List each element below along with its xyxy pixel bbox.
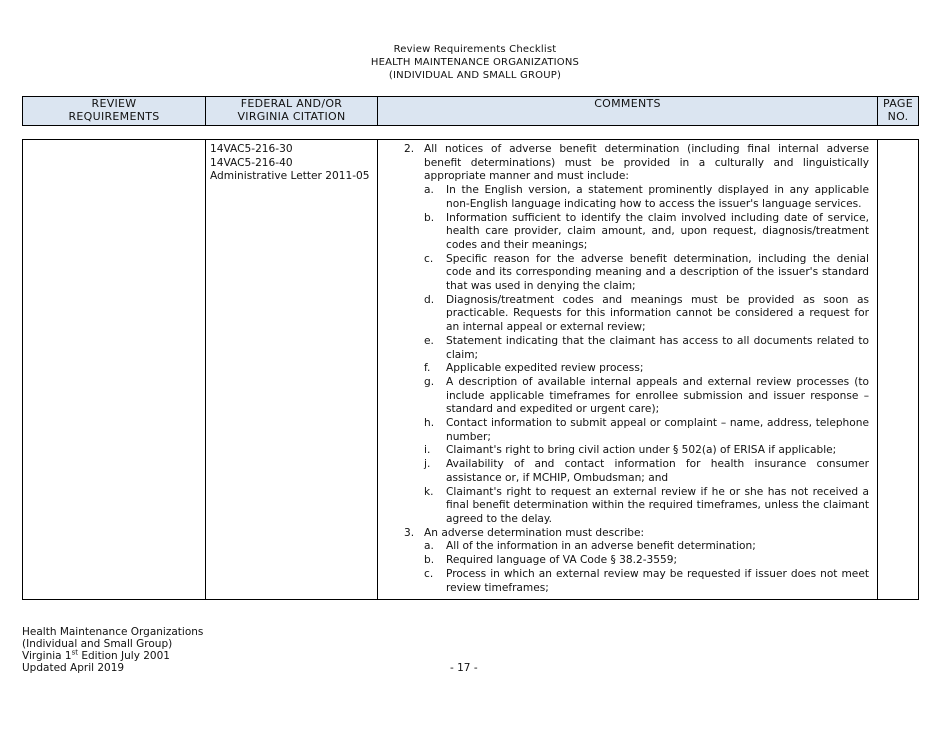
citation-cell	[206, 140, 378, 600]
org-type-title: HEALTH MAINTENANCE ORGANIZATIONS	[370, 57, 580, 68]
item-text: All notices of adverse benefit determination (including final internal adverse benefit determinations) must be provided in a culturally and linguistically appropriate manner and must include:	[424, 143, 869, 183]
list-item	[382, 527, 873, 596]
table-row	[23, 140, 919, 600]
sub-list-item	[424, 253, 869, 294]
sub-item-text: Specific reason for the adverse benefit determination, including the denial code and its corresponding meaning and a description of the issuer's standard that was used in denying the claim;	[446, 252, 869, 293]
group-subtitle: (INDIVIDUAL AND SMALL GROUP)	[388, 70, 562, 81]
sub-list-item	[424, 540, 869, 554]
sub-list-item	[424, 376, 869, 417]
sub-item-letter: i.	[424, 444, 431, 457]
item-text: An adverse determination must describe:	[424, 526, 645, 539]
header-page-no: PAGE NO.	[878, 97, 919, 126]
checklist-table	[22, 139, 919, 600]
footer-line: (Individual and Small Group)	[22, 638, 173, 650]
sub-item-text: Information sufficient to identify the claim involved including date of service, health care provider, claim amount, and, upon request, diagnosis/treatment codes and their meanings;	[446, 211, 869, 251]
header-citation: FEDERAL AND/OR VIRGINIA CITATION	[206, 97, 378, 126]
sub-item-letter: b.	[424, 211, 435, 224]
sub-list-item	[424, 486, 869, 527]
sub-item-text: In the English version, a statement prominently displayed in any applicable non-English language indicating how to access the issuer's language services.	[446, 184, 869, 210]
sub-item-letter: k.	[424, 485, 434, 498]
page-footer	[22, 626, 203, 674]
column-header-table	[22, 96, 919, 126]
sub-list-item	[424, 568, 869, 595]
list-item	[382, 143, 873, 527]
sub-item-letter: b.	[424, 554, 435, 567]
comments-cell	[378, 140, 878, 600]
sub-item-letter: d.	[424, 293, 435, 306]
sub-item-letter: a.	[424, 540, 434, 553]
sub-list-item	[424, 212, 869, 253]
citation: 14VAC5-216-40	[210, 156, 293, 169]
sub-list-item	[424, 184, 869, 211]
sub-item-text: Diagnosis/treatment codes and meanings must be provided as soon as practicable. Requests for this information cannot be considered a request for an internal appeal or external review;	[446, 293, 869, 334]
sub-item-letter: g.	[424, 375, 435, 388]
sub-list-item	[424, 294, 869, 335]
footer-edition: Virginia 1st Edition July 2001	[22, 648, 170, 662]
sub-item-text: Claimant's right to bring civil action under § 502(a) of ERISA if applicable;	[446, 444, 837, 457]
sub-list-item	[424, 458, 869, 485]
sub-item-letter: f.	[424, 362, 431, 375]
document-header	[0, 43, 950, 82]
item-number: 2.	[404, 143, 415, 155]
sub-item-text: A description of available internal appeals and external review processes (to include applicable timeframes for enrollee submission and issuer response – standard and expedited or urgent care);	[446, 375, 869, 416]
sub-list-item	[424, 417, 869, 444]
header-review-requirements: REVIEW REQUIREMENTS	[23, 97, 206, 126]
sub-item-letter: a.	[424, 184, 434, 197]
sub-item-letter: e.	[424, 334, 434, 347]
sub-item-text: Contact information to submit appeal or complaint – name, address, telephone number;	[446, 417, 869, 443]
page-number: - 17 -	[450, 662, 478, 674]
footer-line: Health Maintenance Organizations	[22, 626, 204, 638]
sub-item-text: Claimant's right to request an external review if he or she has not received a final benefit determination within the required timeframes, unless the claimant agreed to the delay.	[446, 485, 869, 525]
sub-list-item	[424, 335, 869, 362]
sub-item-letter: j.	[424, 458, 431, 471]
sub-item-letter: c.	[424, 567, 434, 580]
citation: 14VAC5-216-30	[210, 143, 293, 155]
sub-item-text: Availability of and contact information for health insurance consumer assistance or, if MCHIP, Ombudsman; and	[446, 458, 869, 484]
sub-item-text: Applicable expedited review process;	[446, 362, 644, 375]
sub-item-text: Process in which an external review may be requested if issuer does not meet review timeframes;	[446, 567, 869, 594]
sub-item-text: Required language of VA Code § 38.2-3559;	[446, 554, 678, 567]
page-no-cell	[878, 140, 919, 600]
requirement-cell	[23, 140, 206, 600]
citation: Administrative Letter 2011-05	[210, 170, 370, 183]
footer-line: Updated April 2019	[22, 662, 125, 674]
sub-list-item	[424, 554, 869, 568]
item-number: 3.	[404, 526, 415, 539]
sub-list-item	[424, 444, 869, 458]
sub-list-item	[424, 362, 869, 376]
header-comments: COMMENTS	[378, 97, 878, 126]
checklist-title: Review Requirements Checklist	[393, 44, 557, 55]
sub-item-text: All of the information in an adverse benefit determination;	[446, 540, 756, 553]
sub-item-letter: c.	[424, 252, 434, 265]
sub-item-text: Statement indicating that the claimant has access to all documents related to claim;	[446, 334, 869, 361]
sub-item-letter: h.	[424, 417, 435, 430]
